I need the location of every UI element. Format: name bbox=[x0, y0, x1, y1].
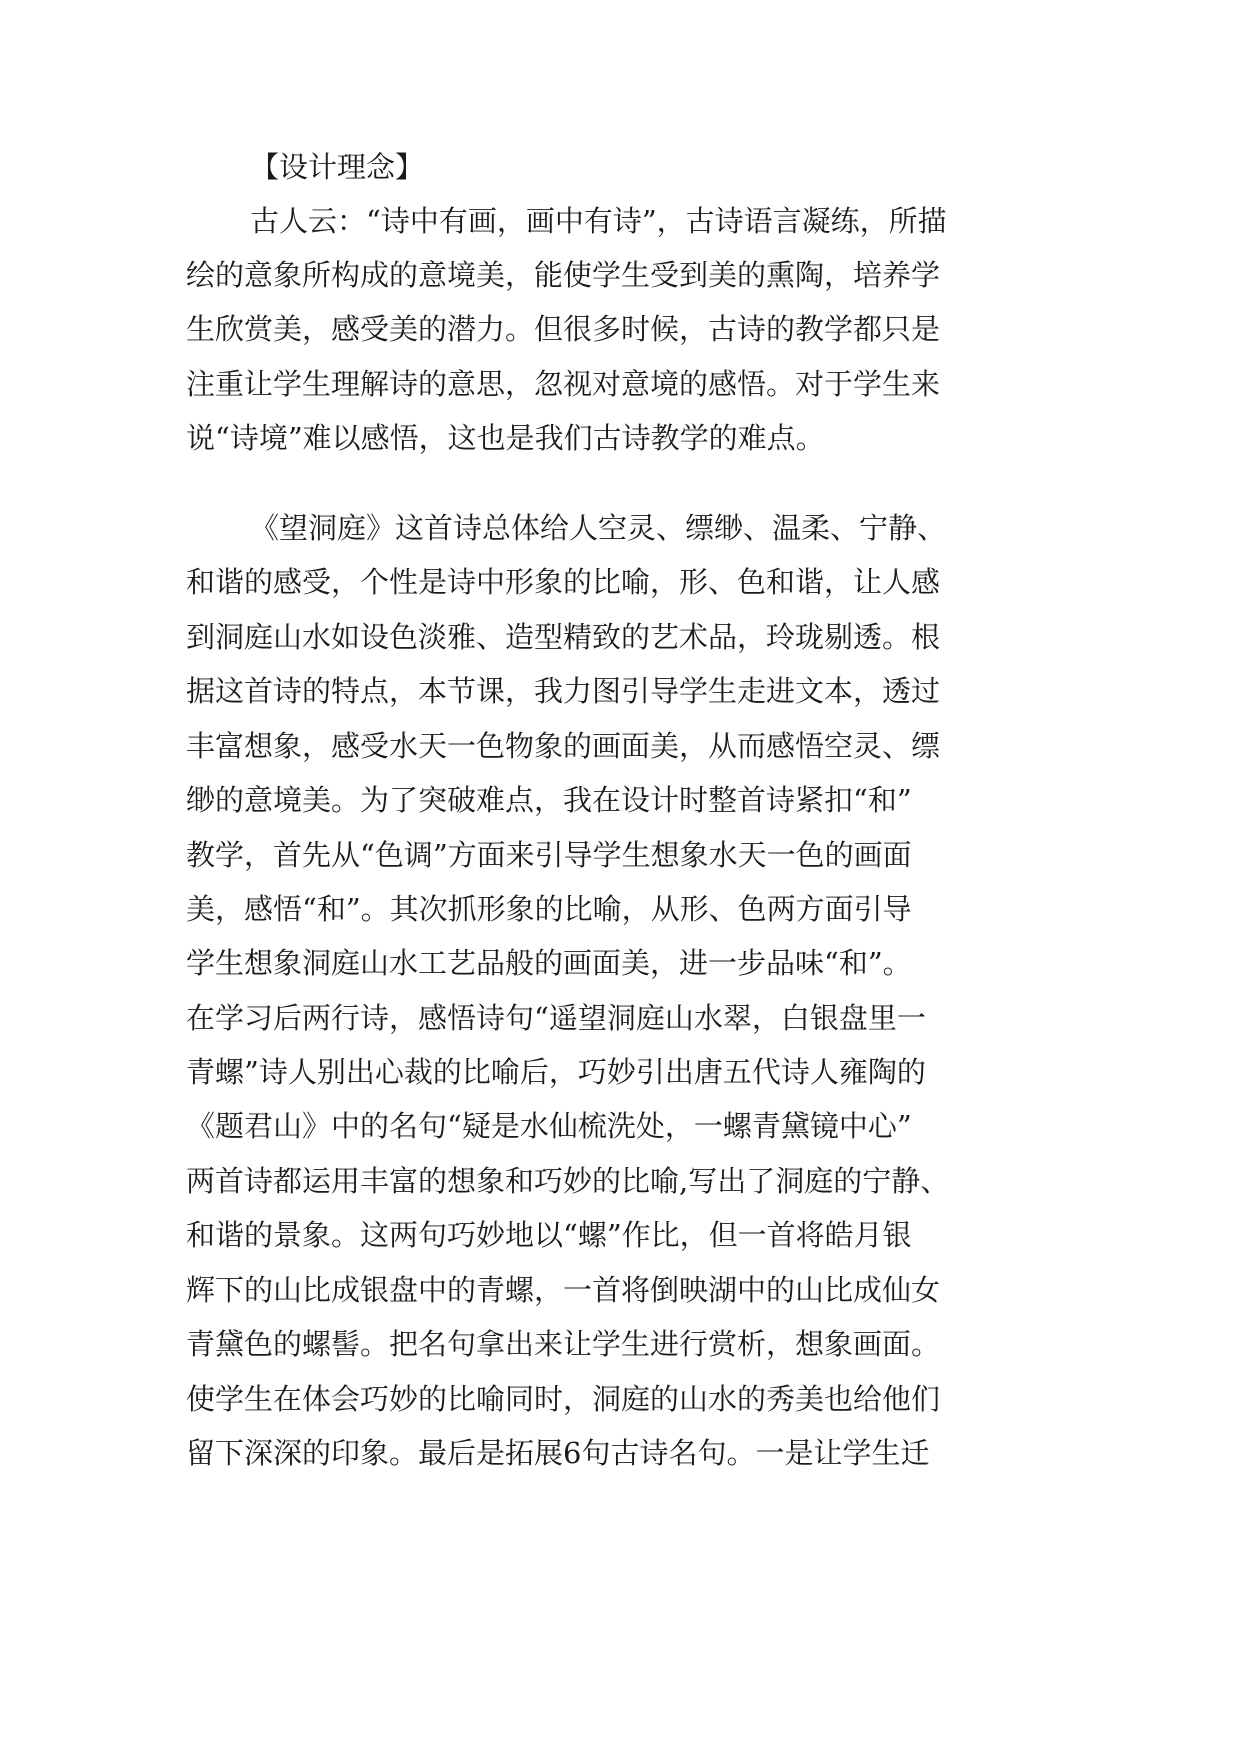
paragraph-line: 据这首诗的特点，本节课，我力图引导学生走进文本，透过 bbox=[186, 674, 941, 708]
paragraph-line: 青螺”诗人别出心裁的比喻后，巧妙引出唐五代诗人雍陶的 bbox=[186, 1055, 926, 1089]
paragraph-line: 美，感悟“和”。其次抓形象的比喻，从形、色两方面引导 bbox=[186, 892, 912, 926]
paragraph-line: 到洞庭山水如设色淡雅、造型精致的艺术品，玲珑剔透。根 bbox=[186, 620, 941, 654]
paragraph-line: 说“诗境”难以感悟，这也是我们古诗教学的难点。 bbox=[186, 421, 825, 455]
paragraph-line: 《题君山》中的名句“疑是水仙梳洗处，一螺青黛镜中心” bbox=[186, 1109, 912, 1143]
paragraph-line: 注重让学生理解诗的意思，忽视对意境的感悟。对于学生来 bbox=[186, 367, 941, 401]
paragraph-line: 缈的意境美。为了突破难点，我在设计时整首诗紧扣“和” bbox=[186, 783, 912, 817]
section-heading: 【设计理念】 bbox=[250, 150, 425, 184]
paragraph-line: 使学生在体会巧妙的比喻同时，洞庭的山水的秀美也给他们 bbox=[186, 1382, 941, 1416]
paragraph-line: 在学习后两行诗，感悟诗句“遥望洞庭山水翠，白银盘里一 bbox=[186, 1001, 926, 1035]
paragraph-line: 丰富想象，感受水天一色物象的画面美，从而感悟空灵、缥 bbox=[186, 729, 941, 763]
paragraph-line: 古人云：“诗中有画，画中有诗”，古诗语言凝练，所描 bbox=[250, 204, 947, 238]
paragraph-line: 绘的意象所构成的意境美，能使学生受到美的熏陶，培养学 bbox=[186, 258, 941, 292]
paragraph-line: 留下深深的印象。最后是拓展6句古诗名句。一是让学生迁 bbox=[186, 1436, 930, 1470]
paragraph-line: 和谐的景象。这两句巧妙地以“螺”作比，但一首将皓月银 bbox=[186, 1218, 912, 1252]
paragraph-line: 和谐的感受，个性是诗中形象的比喻，形、色和谐，让人感 bbox=[186, 565, 941, 599]
paragraph-line: 辉下的山比成银盘中的青螺，一首将倒映湖中的山比成仙女 bbox=[186, 1273, 941, 1307]
paragraph-line: 《望洞庭》这首诗总体给人空灵、缥缈、温柔、宁静、 bbox=[250, 511, 947, 545]
paragraph-line: 学生想象洞庭山水工艺品般的画面美，进一步品味“和”。 bbox=[186, 946, 912, 980]
paragraph-line: 青黛色的螺髻。把名句拿出来让学生进行赏析，想象画面。 bbox=[186, 1327, 941, 1361]
paragraph-line: 两首诗都运用丰富的想象和巧妙的比喻,写出了洞庭的宁静、 bbox=[186, 1164, 950, 1198]
paragraph-line: 教学，首先从“色调”方面来引导学生想象水天一色的画面 bbox=[186, 838, 912, 872]
paragraph-line: 生欣赏美，感受美的潜力。但很多时候，古诗的教学都只是 bbox=[186, 312, 941, 346]
